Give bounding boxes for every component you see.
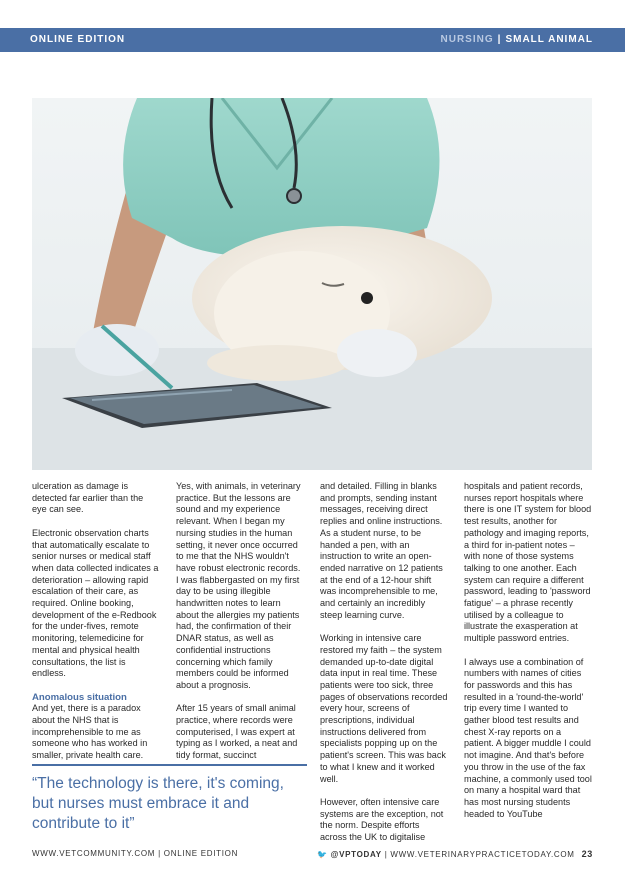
section-label (441, 34, 593, 45)
footer-site-link[interactable]: WWW.VETCOMMUNITY.COM | ONLINE EDITION (32, 849, 239, 858)
paragraph: Electronic observation charts that automatically escalate to senior nurses or medical staff when data collected indicates a deterioration – allowing rapid escalation of their care, as required. Online booking, development of the e-Redbook for the under-fives, remote monitoring, telemedicine for mental and physical health consultations, the list is endless. (32, 527, 159, 679)
page-number: 23 (581, 849, 593, 859)
header-bar (0, 28, 625, 52)
vet-nurse-with-dog-photo (32, 98, 592, 470)
twitter-icon: 🐦 (316, 850, 328, 859)
subsection-name: SMALL ANIMAL (505, 34, 593, 45)
section-name: NURSING (440, 34, 494, 45)
paragraph: ulceration as damage is detected far earlier than the eye can see. (32, 481, 144, 515)
section-separator: | (497, 34, 502, 45)
edition-label: ONLINE EDITION (30, 34, 126, 45)
paragraph: and detailed. Filling in blanks and prompts, sending instant messages, receiving direct replies and online instructions. As a student nurse, to be handed a pen, with an instruction to write an open-ended narrative on 12 patients at the end of a 12-hour shift was incomprehensible to me, and certainly an incredibly steep learning curve. (320, 481, 443, 620)
paragraph: And yet, there is a paradox about the NHS that is incomprehensible to me as someone who has worked in smaller, private health care. (32, 703, 148, 761)
pull-quote (32, 764, 307, 834)
paragraph: However, often intensive care systems are the exception, not the norm. Despite efforts across the UK to digitalise (320, 796, 444, 843)
paragraph: hospitals and patient records, nurses report hospitals where there is one IT system for blood test results, another for pathology and imaging reports, a third for in-patient notes – with none of those systems talking to one another. Each system can require a different password, leading to 'password fatigue' – a phrase recently utilised by a colleague to illustrate the exasperation at multiple password entries. (464, 481, 592, 644)
paragraph: I always use a combination of numbers with names of cities for passwords and this has resulted in a 'round-the-world' trip every time I wanted to gather blood test results and chest X-ray reports on a patient. A bigger muddle I could not imagine. And that's before you throw in the use of the fax machine, a commonly used tool on many a hospital ward that has most nursing students headed to YouTube (464, 656, 592, 819)
footer-site-url[interactable]: | WWW.VETERINARYPRACTICETODAY.COM (384, 850, 575, 859)
article-column-1 (32, 481, 160, 774)
paragraph: After 15 years of small animal practice, where records were computerised, I was expert at typing as I worked, a neat and tidy format, succinct (176, 703, 298, 761)
paragraph: Working in intensive care restored my faith – the system demanded up-to-date digital data input in real time. These patients were too sick, three pages of observations recorded every hour, screens of prescriptions, individual instructions delivered from specialists popping up on the patient's screen. This was back to what I knew and it worked well. (320, 633, 448, 784)
twitter-handle[interactable]: @VPTODAY (330, 850, 382, 859)
photo-illustration (32, 98, 592, 470)
article-column-4 (464, 481, 592, 832)
article-column-2 (176, 481, 304, 774)
article-column-3 (320, 481, 448, 855)
pull-quote-text: “The technology is there, it's coming, but nurses must embrace it and contribute to it” (32, 775, 284, 832)
page-footer (32, 849, 593, 863)
subheading: Anomalous situation (32, 691, 127, 703)
paragraph: Yes, with animals, in veterinary practice. But the lessons are sound and my experience relevant. When I began my nursing studies in the human setting, it never once occurred to me that the NHS wouldn't have robust electronic records. I was flabbergasted on my first day to be using illegible handwritten notes to learn about the allergies my patients had, the confirmation of their DNAR status, as well as confidential instructions concerning which family members could be informed about a prognosis. (176, 481, 301, 690)
footer-right (317, 849, 593, 859)
